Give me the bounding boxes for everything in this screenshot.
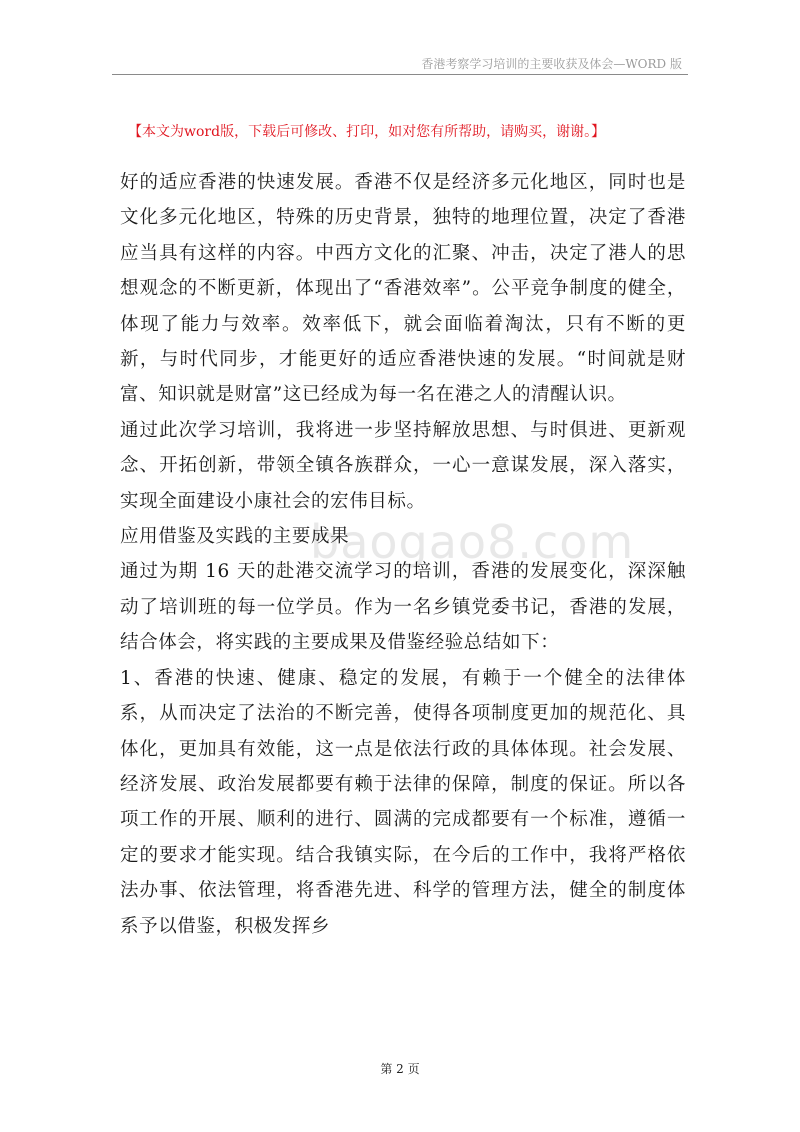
- watermark: baogao8.com: [310, 515, 635, 569]
- section-heading: 应用借鉴及实践的主要成果: [120, 526, 350, 548]
- document-body: [120, 165, 686, 944]
- paragraph: 1、香港的快速、健康、稳定的发展，有赖于一个健全的法律体系，从而决定了法治的不断完善，使得各项制度更加的规范化、具体化，更加具有效能，这一点是依法行政的具体体现。社会发展、经济发展、政治发展都要有赖于法律的保障，制度的保证。所以各项工作的开展、顺利的进行、圆满的完成都要有一个标准，遵循一定的要求才能实现。结合我镇实际，在今后的工作中，我将严格依法办事、依法管理，将香港先进、科学的管理方法，健全的制度体系予以借鉴，积极发挥乡: [120, 667, 686, 937]
- header-divider: [112, 74, 688, 75]
- paragraph: 好的适应香港的快速发展。香港不仅是经济多元化地区，同时也是文化多元化地区，特殊的历史背景，独特的地理位置，决定了香港应当具有这样的内容。中西方文化的汇聚、冲击，决定了港人的思想观念的不断更新，体现出了“香港效率”。公平竞争制度的健全，体现了能力与效率。效率低下，就会面临着淘汰，只有不断的更新，与时代同步，才能更好的适应香港快速的发展。“时间就是财富、知识就是财富”这已经成为每一名在港之人的清醒认识。: [120, 172, 686, 406]
- download-notice: 【本文为word版，下载后可修改、打印，如对您有所帮助，请购买，谢谢。】: [128, 124, 606, 140]
- paragraph: 通过此次学习培训，我将进一步坚持解放思想、与时俱进、更新观念、开拓创新，带领全镇各族群众，一心一意谋发展，深入落实，实现全面建设小康社会的宏伟目标。: [120, 419, 686, 512]
- page-header-title: 香港考察学习培训的主要收获及体会—WORD 版: [421, 57, 682, 71]
- paragraph: 通过为期 16 天的赴港交流学习的培训，香港的发展变化，深深触动了培训班的每一位学员。作为一名乡镇党委书记，香港的发展，结合体会，将实践的主要成果及借鉴经验总结如下：: [120, 561, 686, 654]
- page-number: 第 2 页: [380, 1062, 420, 1076]
